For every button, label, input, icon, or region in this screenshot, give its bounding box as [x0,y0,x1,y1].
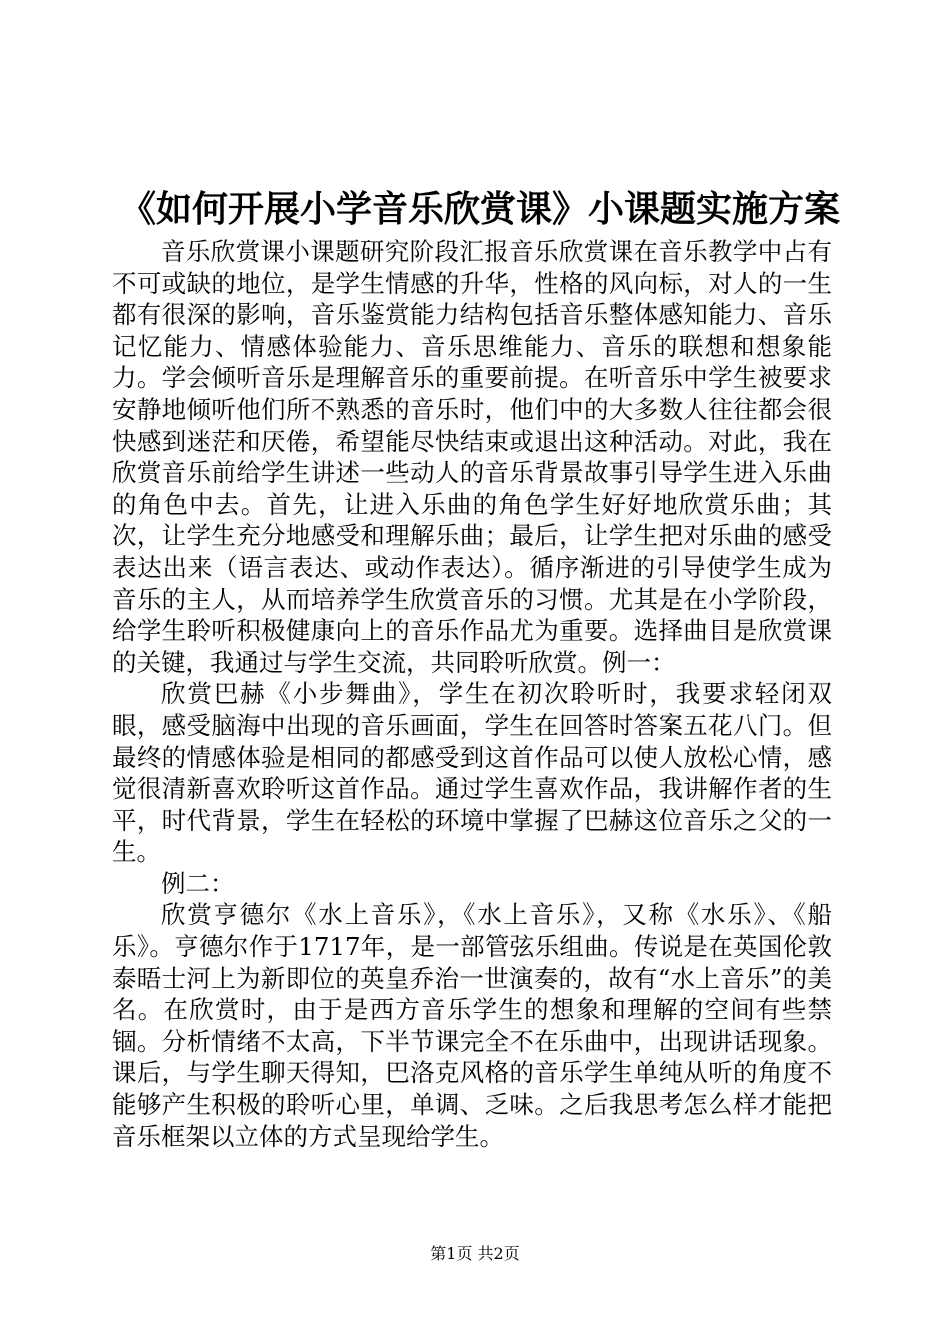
paragraph-example-two: 欣赏亨德尔《水上音乐》，《水上音乐》，又称《水乐》、《船乐》。亨德尔作于1717年，是一部管弦乐组曲。传说是在英国伦敦泰晤士河上为新即位的英皇乔治一世演奏的，故有“水上音乐”的美名。在欣赏时，由于是西方音乐学生的想象和理解的空间有些禁锢。分析情绪不太高，下半节课完全不在乐曲中，出现讲话现象。课后，与学生聊天得知，巴洛克风格的音乐学生单纯从听的角度不能够产生积极的聆听心里，单调、乏味。之后我思考怎么样才能把音乐框架以立体的方式呈现给学生。 [112,900,832,1151]
document-body [112,236,832,1152]
paragraph-intro: 音乐欣赏课小课题研究阶段汇报音乐欣赏课在音乐教学中占有不可或缺的地位，是学生情感的升华，性格的风向标，对人的一生都有很深的影响，音乐鉴赏能力结构包括音乐整体感知能力、音乐记忆能力、情感体验能力、音乐思维能力、音乐的联想和想象能力。学会倾听音乐是理解音乐的重要前提。在听音乐中学生被要求安静地倾听他们所不熟悉的音乐时，他们中的大多数人往往都会很快感到迷茫和厌倦，希望能尽快结束或退出这种活动。对此，我在欣赏音乐前给学生讲述一些动人的音乐背景故事引导学生进入乐曲的角色中去。首先，让进入乐曲的角色学生好好地欣赏乐曲；其次，让学生充分地感受和理解乐曲；最后，让学生把对乐曲的感受表达出来（语言表达、或动作表达）。循序渐进的引导使学生成为音乐的主人，从而培养学生欣赏音乐的习惯。尤其是在小学阶段，给学生聆听积极健康向上的音乐作品尤为重要。选择曲目是欣赏课的关键，我通过与学生交流，共同聆听欣赏。例一： [112,237,832,677]
page-footer: 第1页 共2页 [430,1244,520,1263]
paragraph-example-two-heading: 例二： [161,868,235,898]
paragraph-example-one: 欣赏巴赫《小步舞曲》，学生在初次聆听时，我要求轻闭双眼，感受脑海中出现的音乐画面，学生在回答时答案五花八门。但最终的情感体验是相同的都感受到这首作品可以使人放松心情，感觉很清新喜欢聆听这首作品。通过学生喜欢作品，我讲解作者的生平，时代背景，学生在轻松的环境中掌握了巴赫这位音乐之父的一生。 [112,679,832,867]
document-title: 《如何开展小学音乐欣赏课》小课题实施方案 [119,188,840,230]
